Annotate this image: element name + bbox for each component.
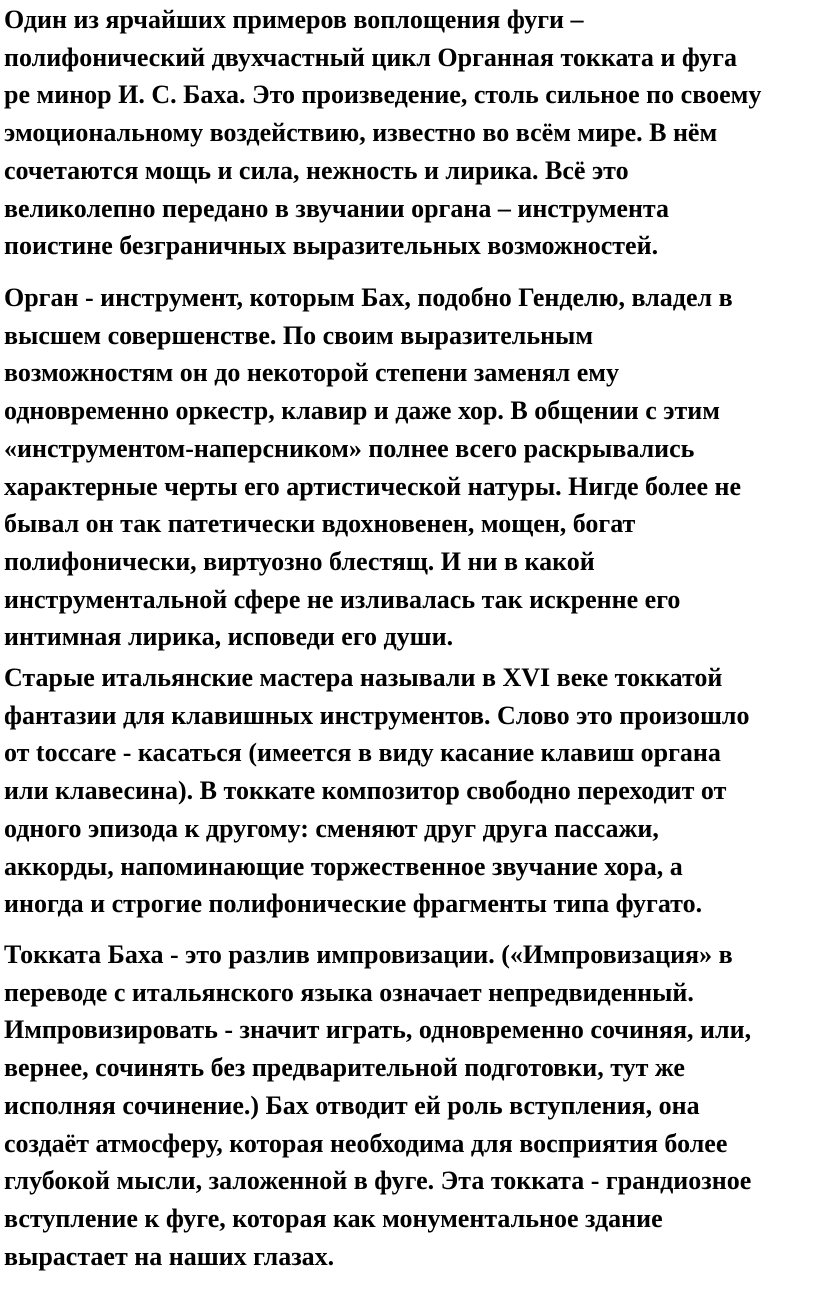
text-line: «инструментом-наперсником» полнее всего раскрывались bbox=[4, 433, 695, 463]
text-line: возможностям он до некоторой степени заменял ему bbox=[4, 358, 619, 388]
text-line: создаёт атмосферу, которая необходима для восприятия более bbox=[4, 1128, 728, 1158]
text-line: интимная лирика, исповеди его души. bbox=[4, 622, 454, 652]
text-line: иногда и строгие полифонические фрагменты типа фугато. bbox=[4, 889, 703, 919]
text-line: фантазии для клавишных инструментов. Слово это произошло bbox=[4, 700, 750, 730]
text-line: полифонический двухчастный цикл Органная токката и фуга bbox=[4, 42, 737, 72]
text-line: характерные черты его артистической натуры. Нигде более не bbox=[4, 471, 742, 501]
text-line: Импровизировать - значит играть, одновременно сочиняя, или, bbox=[4, 1015, 752, 1045]
text-line: от toccare - касаться (имеется в виду касание клавиш органа bbox=[4, 738, 721, 768]
text-line: высшем совершенстве. По своим выразительным bbox=[4, 320, 594, 350]
text-line: эмоциональному воздействию, известно во всём мире. В нём bbox=[4, 118, 718, 148]
text-line: Старые итальянские мастера называли в XVI веке токкатой bbox=[4, 663, 723, 692]
paragraph-fugue-intro bbox=[4, 1, 761, 265]
text-line: бывал он так патетически вдохновенен, мощен, богат bbox=[4, 509, 636, 539]
text-line: ре минор И. С. Баха. Это произведение, столь сильное по своему bbox=[4, 80, 762, 110]
text-line: Орган - инструмент, которым Бах, подобно Генделю, владел в bbox=[4, 283, 733, 312]
text-line: переводе с итальянского языка означает непредвиденный. bbox=[4, 977, 694, 1007]
text-line: исполняя сочинение.) Бах отводит ей роль вступления, она bbox=[4, 1090, 700, 1120]
text-line: Один из ярчайших примеров воплощения фуги – bbox=[4, 5, 584, 34]
text-line: вернее, сочинять без предварительной подготовки, тут же bbox=[4, 1053, 685, 1083]
text-line: сочетаются мощь и сила, нежность и лирика. Всё это bbox=[4, 155, 629, 185]
text-line: вступление к фуге, которая как монументальное здание bbox=[4, 1203, 663, 1233]
text-line: или клавесина). В токкате композитор свободно переходит от bbox=[4, 776, 727, 806]
text-line: поистине безграничных выразительных возможностей. bbox=[4, 231, 659, 261]
text-line: аккорды, напоминающие торжественное звучание хора, а bbox=[4, 851, 683, 881]
text-line: инструментальной сфере не изливалась так искренне его bbox=[4, 584, 681, 614]
text-line: полифонически, виртуозно блестящ. И ни в какой bbox=[4, 546, 595, 576]
paragraph-organ bbox=[4, 279, 741, 656]
text-line: вырастает на наших глазах. bbox=[4, 1241, 335, 1271]
text-line: глубокой мысли, заложенной в фуге. Эта токката - грандиозное bbox=[4, 1166, 752, 1196]
text-line: великолепно передано в звучании органа – инструмента bbox=[4, 193, 670, 223]
text-line: одного эпизода к другому: сменяют друг друга пассажи, bbox=[4, 813, 659, 843]
paragraph-bach-toccata bbox=[4, 936, 751, 1275]
text-line: Токката Баха - это разлив импровизации. («Импровизация» в bbox=[4, 940, 733, 969]
paragraph-toccata-origin bbox=[4, 659, 750, 923]
text-line: одновременно оркестр, клавир и даже хор. В общении с этим bbox=[4, 396, 720, 426]
